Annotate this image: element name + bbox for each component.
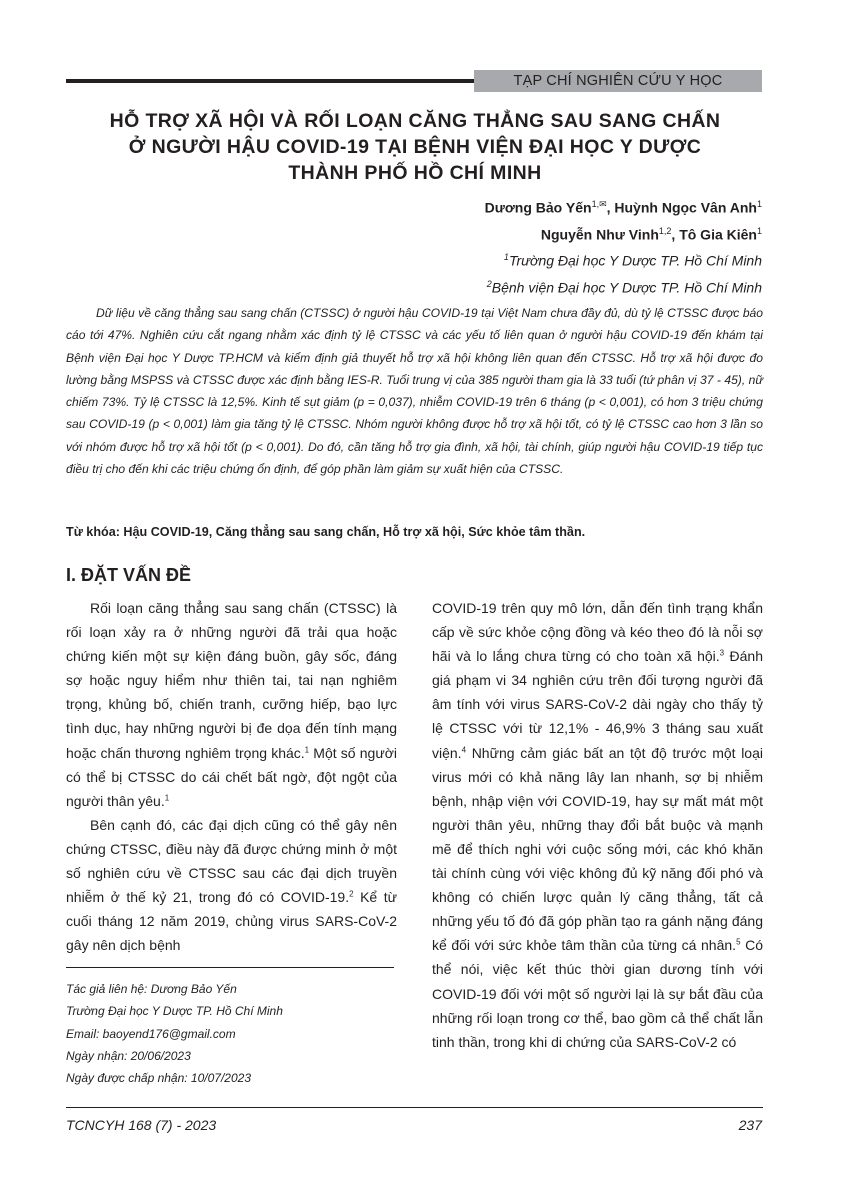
body-column-right <box>432 596 763 1054</box>
citation-ref: 5 <box>736 937 741 947</box>
author-line-2: Nguyễn Như Vinh$^{1,2}$, Tô Gia Kiên$^1$ <box>540 225 762 243</box>
footnote-accepted-date: Ngày được chấp nhận: 10/07/2023 <box>66 1071 251 1086</box>
footnote-email: Email: baoyend176@gmail.com <box>66 1026 236 1041</box>
paragraph: COVID-19 trên quy mô lớn, dẫn đến tình trạng khẩn cấp về sức khỏe cộng đồng và kéo theo đó là nỗi sợ hãi và lo lắng chưa từng có cho toàn xã hội.$^3$ Đánh giá phạm vi 34 nghiên cứu trên đối tượng người đã âm tính với virus SARS-CoV-2 dài ngày cho thấy tỷ lệ CTSSC với từ 12,1% - 46,9% 3 tháng sau xuất viện.$^4$ Những cảm giác bất an tột độ trước một loại virus mới có khả năng lây lan nhanh, sợ bị nhiễm bệnh, nhập viện với COVID-19, hay sự mất mát một người thân yêu, những thay đổi bắt buộc và mạnh mẽ để thích nghi với cuộc sống mới, các khó khăn tài chính cùng với việc không đủ kỹ năng đối phó và không có chiến lược quản lý căng thẳng, tất cả những yếu tố đó đã góp phần tạo ra gánh nặng đáng kể đối với sức khỏe tâm thần của từng cá nhân.$^5$ Có thể nói, việc kết thúc thời gian dương tính với COVID-19 đối với một số người lại là sự bắt đầu của những rối loạn trong cơ thể, bao gồm cả thể chất lẫn tinh thần, trong khi di chứng của SARS-CoV-2 có <box>432 600 764 1050</box>
paragraph: Rối loạn căng thẳng sau sang chấn (CTSSC) là rối loạn xảy ra ở những người đã trải qua hoặc chứng kiến một sự kiện đáng buồn, gây sốc, đáng sợ hoặc nguy hiểm như thiên tai, tai nạn nghiêm trọng, khủng bố, chiến tranh, cưỡng hiếp, bạo lực tình dục, hay những người bị đe dọa đến tính mạng hoặc chấn thương nghiêm trọng khác.$^1$ Một số người có thể bị CTSSC do cái chết bất ngờ, đột ngột của người thân yêu.$^1$ <box>66 600 397 809</box>
citation-ref: 1 <box>304 744 310 754</box>
journal-header: TẠP CHÍ NGHIÊN CỨU Y HỌC <box>474 70 762 92</box>
footnote-received-date: Ngày nhận: 20/06/2023 <box>66 1048 191 1063</box>
affiliation-2: $^2$Bệnh viện Đại học Y Dược TP. Hồ Chí Minh <box>486 278 762 296</box>
keywords: Từ khóa: Hậu COVID-19, Căng thẳng sau sang chấn, Hỗ trợ xã hội, Sức khỏe tâm thần. <box>66 525 586 539</box>
footnote-line: Tác giả liên hệ: Dương Bảo Yến <box>66 982 237 996</box>
author-affiliation-mark: 1 <box>756 225 762 236</box>
author-name: Tô Gia Kiên <box>679 226 757 243</box>
author-name: Dương Bảo Yến <box>484 199 592 216</box>
affiliation-1: $^1$Trường Đại học Y Dược TP. Hồ Chí Minh <box>503 252 762 269</box>
header-rule <box>66 79 474 83</box>
paragraph: Bên cạnh đó, các đại dịch cũng có thể gây nên chứng CTSSC, điều này đã được chứng minh ở một số nghiên cứu về CTSSC sau các đại dịch truyền nhiễm ở thế kỷ 21, trong đó có COVID-19.$^2$ Kể từ cuối tháng 12 năm 2019, chủng virus SARS-CoV-2 gây nên dịch bệnh <box>66 816 397 954</box>
author-affiliation-mark: 1 <box>756 199 762 209</box>
section-heading: I. ĐẶT VẤN ĐỀ <box>66 565 192 585</box>
journal-citation: TCNCYH 168 (7) - 2023 <box>66 1117 217 1133</box>
author-name: Nguyễn Như Vinh <box>540 226 659 243</box>
title-line-2: Ở NGƯỜI HẬU COVID-19 TẠI BỆNH VIỆN ĐẠI HỌC Y DƯỢC <box>128 136 702 158</box>
footer-rule <box>66 1107 763 1108</box>
abstract: Dữ liệu về căng thẳng sau sang chấn (CTSSC) ở người hậu COVID-19 tại Việt Nam chưa đầy đủ, dù tỷ lệ CTSSC được báo cáo tới 47%. Nghiên cứu cắt ngang nhằm xác định tỷ lệ CTSSC và các yếu tố liên quan ở người hậu COVID-19 đến khám tại Bệnh viện Đại học Y Dược TP.HCM và kiểm định giả thuyết hỗ trợ xã hội không liên quan đến CTSSC. Hỗ trợ xã hội được đo lường bằng MSPSS và CTSSC được xác định bằng IES-R. Tuổi trung vị của 385 người tham gia là 33 tuổi (tứ phân vị 37 - 45), nữ chiếm 73%. Tỷ lệ CTSSC là 12,5%. Kinh tế sụt giảm (p = 0,037), nhiễm COVID-19 trên 6 tháng (p < 0,001), có hơn 3 triệu chứng sau COVID-19 (p < 0,001) làm gia tăng tỷ lệ CTSSC. Nhóm người không được hỗ trợ xã hội tốt, có tỷ lệ CTSSC cao hơn 3 lần so với nhóm được hỗ trợ xã hội tốt (p < 0,001). Do đó, cần tăng hỗ trợ gia đình, xã hội, tài chính, giúp người hậu COVID-19 tiếp tục điều trị cho đến khi các triệu chứng ổn định, để góp phần làm giảm sự xuất hiện của CTSSC. <box>66 306 763 477</box>
title-line-1: HỖ TRỢ XÃ HỘI VÀ RỐI LOẠN CĂNG THẲNG SAU SANG CHẤN <box>109 110 721 132</box>
footnote-rule <box>66 967 394 968</box>
author-affiliation-mark: 1,✉ <box>591 199 607 209</box>
citation-ref: 1 <box>164 793 170 803</box>
article-title <box>60 108 770 186</box>
citation-ref: 2 <box>349 889 354 899</box>
corresponding-author-footnote <box>66 978 283 1089</box>
footnote-line: Trường Đại học Y Dược TP. Hồ Chí Minh <box>66 1004 283 1019</box>
author-line-1: Dương Bảo Yến$^{1,✉}$, Huỳnh Ngọc Vân Anh$^1$ <box>484 199 762 216</box>
author-block <box>485 193 762 300</box>
citation-ref: 3 <box>719 648 725 658</box>
citation-ref: 4 <box>461 744 467 754</box>
body-column-left <box>66 596 397 957</box>
page-number: 237 <box>738 1117 762 1133</box>
title-line-3: THÀNH PHỐ HỒ CHÍ MINH <box>288 162 542 184</box>
author-name: Huỳnh Ngọc Vân Anh <box>614 199 757 216</box>
author-affiliation-mark: 1,2 <box>658 225 672 236</box>
